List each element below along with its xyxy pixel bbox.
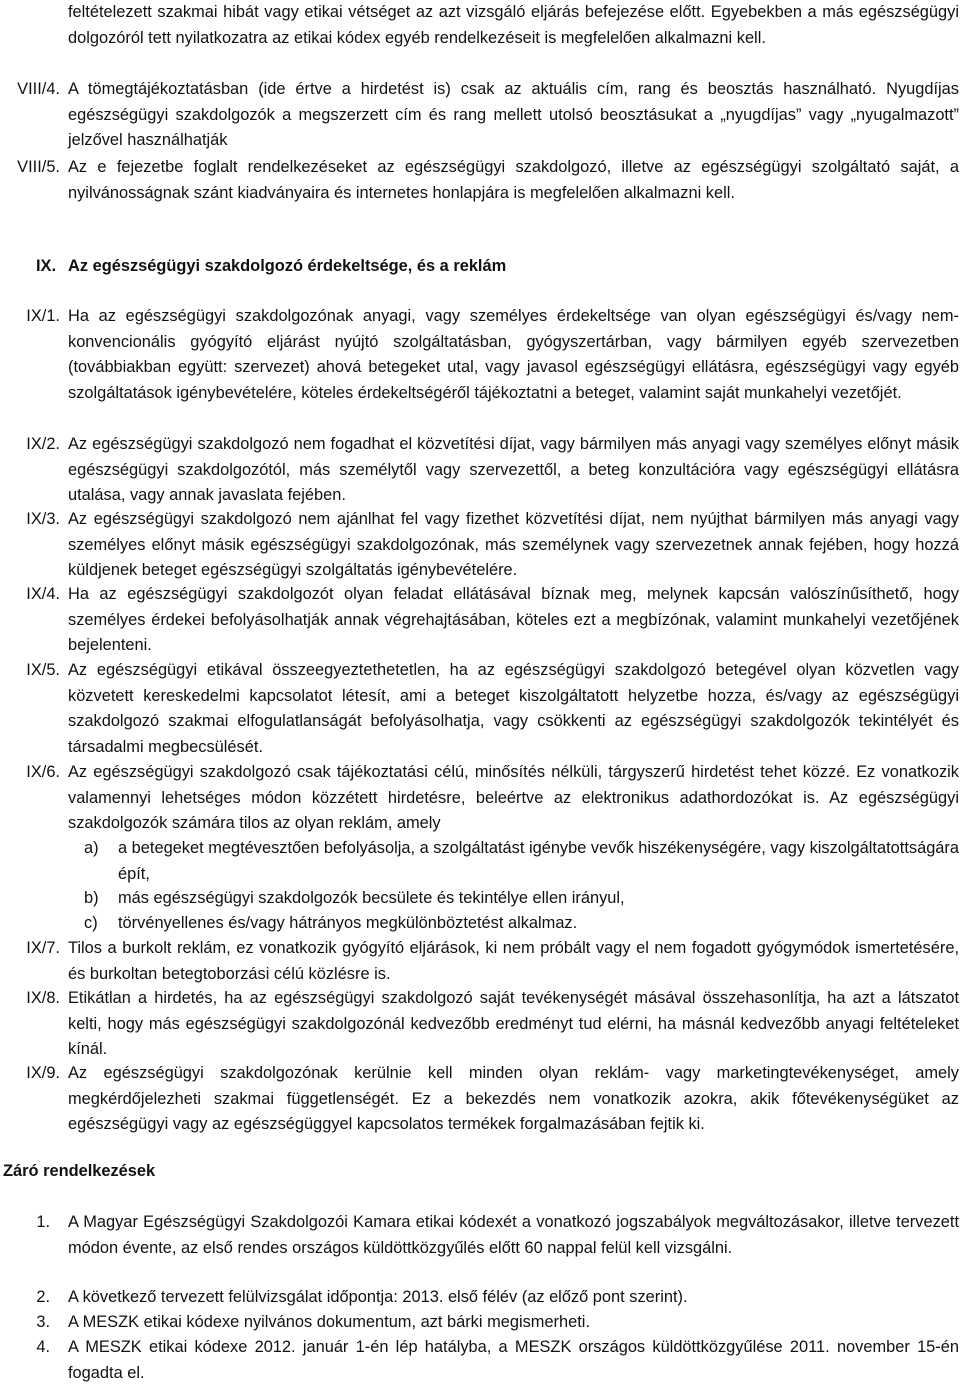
section-number: VIII/4. bbox=[17, 80, 60, 98]
section-number: IX/4. bbox=[26, 585, 60, 603]
section-text: Ha az egészségügyi szakdolgozót olyan feladat ellátásával bíznak meg, melynek kapcsán valószínűsíthető, hogy személyes érdekei befolyásolhatják annak végrehajtásában, köteles ezt a megbízónak, valamint munkahelyi vezetőjének bejelenteni. bbox=[68, 585, 959, 655]
item-text: A következő tervezett felülvizsgálat időpontja: 2013. első félév (az előző pont szerint). bbox=[68, 1288, 688, 1306]
item-text: A MESZK etikai kódexe nyilvános dokumentum, azt bárki megismerheti. bbox=[68, 1313, 590, 1331]
section-number: IX/7. bbox=[26, 939, 60, 957]
item-number: 4. bbox=[36, 1338, 50, 1356]
section-text: Az egészségügyi etikával összeegyeztethetetlen, ha az egészségügyi szakdolgozó betegével olyan közvetlen vagy közvetett kereskedelmi kapcsolatot létesít, ami a beteget kiszolgáltatott helyzetbe hozza, és/vagy az egészségügyi szakdolgozó szakmai elfogulatlanságát befolyásolhatja, vagy csökkenti az egészségügyi szakdolgozók tekintélyét és társadalmi megbecsülését. bbox=[68, 661, 959, 756]
section-text: Etikátlan a hirdetés, ha az egészségügyi szakdolgozó saját tevékenységét másával összehasonlítja, ha azt a látszatot kelti, hogy más egészségügyi szakdolgozónál kedvezőbb eredményt tud elérni, ha másnál kedvezőbb anyagi feltételeket kínál. bbox=[68, 989, 959, 1059]
closing-title: Záró rendelkezések bbox=[3, 1162, 156, 1180]
section-text: Az e fejezetbe foglalt rendelkezéseket az egészségügyi szakdolgozó, illetve az egészségügyi szolgáltató saját, a nyilvánosságnak szánt kiadványaira és internetes honlapjára is megfelelően alkalmazni kell. bbox=[68, 158, 959, 202]
section-number: IX/9. bbox=[26, 1064, 60, 1082]
list-text: a betegeket megtévesztően befolyásolja, a szolgáltatást igénybe vevők hiszékenységére, vagy kiszolgáltatottságára épít, bbox=[118, 839, 959, 883]
intro-paragraph: feltételezett szakmai hibát vagy etikai vétséget az azt vizsgáló eljárás befejezése előtt. Egyebekben a más egészségügyi dolgozóról tett nyilatkozatra az etikai kódex egyéb rendelkezéseit is megfelelően alkalmazni kell. bbox=[68, 3, 959, 47]
section-number: IX/1. bbox=[26, 307, 60, 325]
section-text: Az egészségügyi szakdolgozó csak tájékoztatási célú, minősítés nélküli, tárgyszerű hirdetést tehet közzé. Ez vonatkozik valamennyi lehetséges módon közzétett hirdetésre, beleértve az elektronikus adathordozókat is. Az egészségügyi szakdolgozók számára tilos az olyan reklám, amely bbox=[68, 763, 959, 833]
section-text: Az egészségügyi szakdolgozó nem fogadhat el közvetítési díjat, vagy bármilyen más anyagi vagy személyes előnyt másik egészségügyi szakdolgozótól, más személytől vagy szervezettől, a beteg konzultációra vagy egészségügyi ellátásra utalása, vagy annak javaslata fejében. bbox=[68, 435, 959, 505]
list-text: törvényellenes és/vagy hátrányos megkülönböztetést alkalmaz. bbox=[118, 914, 578, 932]
item-number: 3. bbox=[36, 1313, 50, 1331]
chapter-title: Az egészségügyi szakdolgozó érdekeltsége, és a reklám bbox=[68, 257, 507, 275]
item-text: A MESZK etikai kódexe 2012. január 1-én lép hatályba, a MESZK országos küldöttközgyűlése 2011. november 15-én fogadta el. bbox=[68, 1338, 959, 1382]
list-letter: a) bbox=[84, 839, 99, 857]
section-text: Az egészségügyi szakdolgozónak kerülnie kell minden olyan reklám- vagy marketingtevékenységet, amely megkérdőjelezheti szakmai függetlenségét. Ez a bekezdés nem vonatkozik azokra, akik főtevékenységüket az egészségügyi vagy az egészségüggyel kapcsolatos termékek forgalmazásában fejtik ki. bbox=[68, 1064, 959, 1134]
section-text: Tilos a burkolt reklám, ez vonatkozik gyógyító eljárások, ki nem próbált vagy el nem fogadott gyógymódok ismertetésére, és burkoltan betegtoborzási célú közlésre is. bbox=[68, 939, 959, 983]
section-number: IX/5. bbox=[26, 661, 60, 679]
section-number: IX/8. bbox=[26, 989, 60, 1007]
section-text: Ha az egészségügyi szakdolgozónak anyagi, vagy személyes érdekeltsége van olyan egészségügyi és/vagy nem-konvencionális gyógyító eljárást nyújtó szolgáltatásban, gyógyszertárban, vagy bármilyen egyéb szervezetben (továbbiakban együtt: szervezet) ahová betegeket utal, vagy javasol egészségügyi ellátásra, egészségügyi vagy egyéb szolgáltatások igénybevételére, köteles érdekeltségéről tájékoztatni a beteget, valamint saját munkahelyi vezetőjét. bbox=[68, 307, 959, 402]
section-number: IX/2. bbox=[26, 435, 60, 453]
section-text: Az egészségügyi szakdolgozó nem ajánlhat fel vagy fizethet közvetítési díjat, nem nyújthat bármilyen más anyagi vagy személyes előnyt másik egészségügyi szakdolgozónak, más személynek vagy szervezetnek annak fejében, hogy hozzá küldjenek beteget egészségügyi szolgáltatás igénybevételére. bbox=[68, 510, 959, 580]
item-text: A Magyar Egészségügyi Szakdolgozói Kamara etikai kódexét a vonatkozó jogszabályok megváltozásakor, illetve tervezett módon évente, az első rendes országos küldöttközgyűlés előtt 60 nappal felül kell vizsgálni. bbox=[68, 1213, 959, 1257]
chapter-number: IX. bbox=[36, 257, 57, 275]
list-letter: c) bbox=[84, 914, 98, 932]
item-number: 2. bbox=[36, 1288, 50, 1306]
list-text: más egészségügyi szakdolgozók becsülete és tekintélye ellen irányul, bbox=[118, 889, 625, 907]
section-number: IX/3. bbox=[26, 510, 60, 528]
section-text: A tömegtájékoztatásban (ide értve a hirdetést is) csak az aktuális cím, rang és beosztás használható. Nyugdíjas egészségügyi szakdolgozók a megszerzett cím és rang mellett utolsó beosztásukat a „nyugdíjas” vagy „nyugalmazott” jelzővel használhatják bbox=[68, 80, 959, 150]
section-number: IX/6. bbox=[26, 763, 60, 781]
list-letter: b) bbox=[84, 889, 99, 907]
section-number: VIII/5. bbox=[17, 158, 60, 176]
item-number: 1. bbox=[36, 1213, 50, 1231]
